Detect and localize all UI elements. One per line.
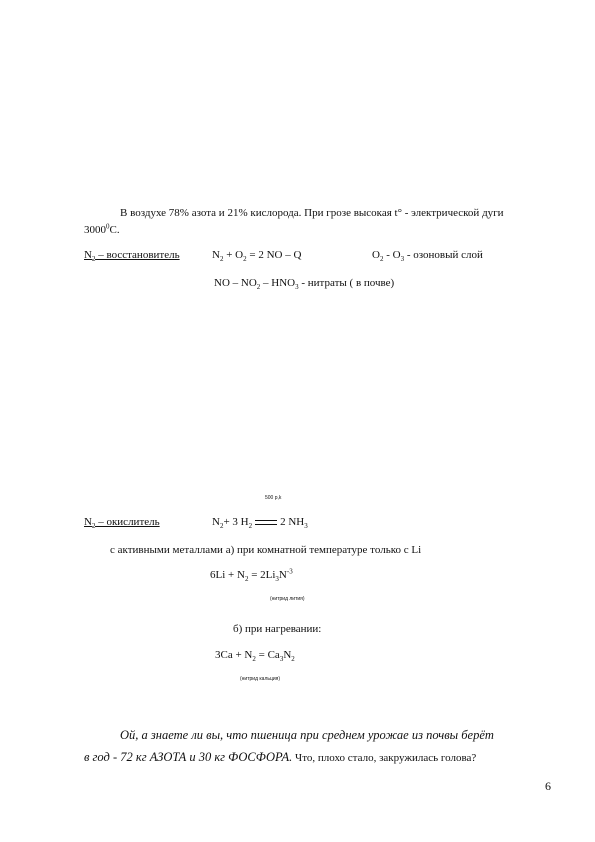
equation-ammonia: $N_2+ 3$ $H_2$ 2 $NH_3$ — [212, 516, 308, 531]
calcium-nitride-note: (нитрид кальция) — [240, 676, 281, 682]
fact-normal: Что, плохо стало, закружилась голова? — [292, 752, 477, 764]
intro-temperature: 3000 — [84, 224, 106, 236]
ozone-layer: $O_2 - O_3$ - озоновый слой — [372, 249, 483, 264]
equation-calcium: $3Ca + N_2 = Ca_3N_2$ — [215, 649, 295, 664]
intro-line-2 — [84, 224, 120, 236]
equation-n2-o2: $N_2 + O_2 = 2$ NO – Q — [212, 249, 302, 264]
fact-italic: в год - 72 кг АЗОТА и 30 кг ФОСФОРА. — [84, 750, 293, 764]
fact-line-2 — [84, 750, 476, 765]
catalyst-note: 500 p,k — [265, 495, 282, 501]
nitrate-chain: NO – $NO_2 - HNO_3$ - нитраты ( в почве) — [214, 277, 395, 292]
intro-degree: 0 — [106, 222, 110, 231]
metals-line: с активными металлами а) при комнатной температуре только с Li — [110, 544, 422, 556]
page-number: 6 — [545, 779, 551, 793]
fact-line-1: Ой, а знаете ли вы, что пшеница при среднем урожае из почвы берёт — [120, 728, 494, 742]
intro-unit: С. — [109, 224, 120, 236]
lithium-nitride-note: (нитрид лития) — [270, 596, 305, 602]
intro-line-1: В воздухе 78% азота и 21% кислорода. При грозе высокая t° - электрической дуги — [120, 207, 504, 219]
reducer-label: $N_2$ – восстановитель — [84, 249, 180, 264]
reversible-arrow-icon — [255, 520, 277, 525]
equation-lithium: $6Li + N_2 = 2Li_3N^{-3}$ — [210, 567, 293, 584]
heating-line: б) при нагревании: — [233, 623, 322, 635]
oxidizer-label: $N_2$ – окислитель — [84, 516, 160, 531]
